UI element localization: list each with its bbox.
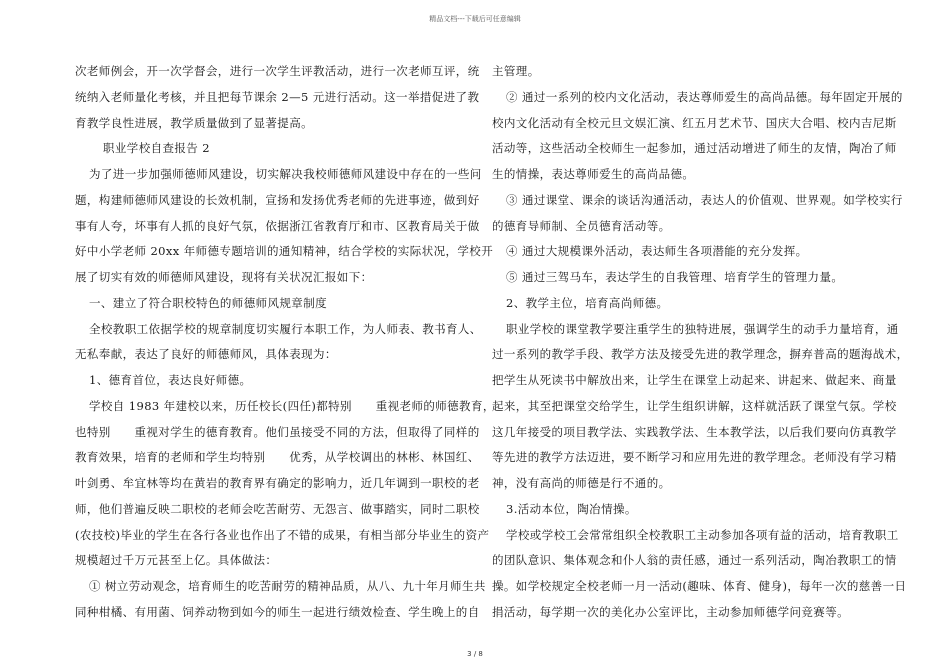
text-line: 起来，其至把课堂交给学生，让学生组织讲解，这样就活跃了课堂气氛。学校 xyxy=(492,399,897,413)
text-line: 好中小学老师 20xx 年师德专题培训的通知精神，结合学校的实际状况，学校开 xyxy=(75,244,494,258)
text-line: 统纳入老师量化考核，并且把每节课余 2—5 元进行活动。这一举措促进了教 xyxy=(75,90,480,104)
text-line: 事有人夸，坏事有人抓的良好气氛，依据浙江省教育厅和市、区教育局关于做 xyxy=(75,219,480,233)
text-line: 展了切实有效的师德师风建设，现将有关状况汇报如下： xyxy=(75,270,373,284)
text-line: 同种柑橘、有用菌、饲养动物到如今的师生一起进行绩效检查、学生晚上的自 xyxy=(75,605,480,619)
text-line: 为了进一步加强师德师风建设，切实解决我校师德师风建设中存在的一些问 xyxy=(89,167,482,181)
text-line: 的德育导师制、全员德育活动等。 xyxy=(492,219,671,233)
text-line: 规模超过千万元甚至上亿。具体做法： xyxy=(75,553,278,567)
text-line: 捐活动，每学期一次的美化办公室评比，主动参加师德学问竞赛等。 xyxy=(492,605,849,619)
text-line: ② 通过一系列的校内文化活动，表达尊师爱生的高尚品德。每年固定开展的 xyxy=(506,90,903,104)
text-line: 教育效果，培育的老师和学生均特别 优秀，从学校调出的林彬、林国红、 xyxy=(75,450,480,464)
text-line: 职业学校的课堂教学要注重学生的独特进展，强调学生的动手力量培育，通 xyxy=(506,322,899,336)
text-line: 这几年接受的项目教学法、实践教学法、生本教学法，以后我们要向仿真教学 xyxy=(492,425,897,439)
text-line: 生的情操，表达尊师爱生的高尚品德。 xyxy=(492,167,695,181)
text-line: 全校教职工依据学校的规章制度切实履行本职工作，为人师表、教书育人、 xyxy=(89,322,482,336)
text-line: 操。如学校规定全校老师一月一活动(趣味、体育、健身)，每年一次的慈善一日 xyxy=(492,579,907,593)
page-header: 精品文档---下载后可任意编辑 xyxy=(429,15,521,23)
text-line: 把学生从死读书中解放出来，让学生在课堂上动起来、讲起来、做起来、商量 xyxy=(492,373,897,387)
text-line: 学校自 1983 年建校以来，历任校长(四任)都特别 重视老师的师德教育， xyxy=(89,399,495,413)
page-number: 3 / 8 xyxy=(467,650,483,658)
text-line: 叶剑勇、牟宜林等均在黄岩的教育界有确定的影响力，近几年调到一职校的老 xyxy=(75,476,480,490)
text-line: (农技校)毕业的学生在各行各业也作出了不错的成果，有相当部分毕业生的资产 xyxy=(75,528,490,542)
text-line: 学校或学校工会常常组织全校教职工主动参加各项有益的活动，培育教职工 xyxy=(506,528,899,542)
text-line: 育教学良性进展，教学质量做到了显著提高。 xyxy=(75,116,313,130)
text-line: 神，没有高尚的师德是行不通的。 xyxy=(492,476,671,490)
text-line: 校内文化活动有全校元旦文娱汇演、红五月艺术节、国庆大合唱、校内吉尼斯 xyxy=(492,116,897,130)
text-line: ⑤ 通过三驾马车，表达学生的自我管理、培育学生的管理力量。 xyxy=(506,270,844,284)
text-line: 题，构建师德师风建设的长效机制，宣扬和发扬优秀老师的先进事迹，做到好 xyxy=(75,193,480,207)
text-line: 等先进的教学方法迈进，要不断学习和应用先进的教学理念。老师没有学习精 xyxy=(492,450,897,464)
subheading: 2、教学主位，培育高尚师德。 xyxy=(506,296,669,310)
text-line: ③ 通过课堂、课余的谈话沟通活动，表达人的价值观、世界观。如学校实行 xyxy=(506,193,903,207)
text-line: ④ 通过大规模课外活动，表达师生各项潜能的充分发挥。 xyxy=(506,244,808,258)
subheading: 3.活动本位，陶冶情操。 xyxy=(506,502,637,516)
text-line: 活动等，这些活动全校师生一起参加，通过活动增进了师生的友情，陶冶了师 xyxy=(492,141,897,155)
text-line: ① 树立劳动观念，培育师生的吃苦耐劳的精神品质，从八、九十年月师生共 xyxy=(89,579,486,593)
heading-1: 一、建立了符合职校特色的师德师风规章制度 xyxy=(89,296,327,310)
text-line: 次老师例会，开一次学督会，进行一次学生评教活动，进行一次老师互评，统 xyxy=(75,64,480,78)
text-line: 也特别 重视对学生的德育教育。他们虽接受不同的方法，但取得了同样的 xyxy=(75,425,480,439)
text-line: 无私奉献，表达了良好的师德师风，具体表现为： xyxy=(75,347,337,361)
text-line: 师，他们普遍反映二职校的老师会吃苦耐劳、无怨言、做事踏实，同时二职校 xyxy=(75,502,480,516)
section-title: 职业学校自查报告 2 xyxy=(103,141,210,155)
text-line: 的团队意识、集体观念和仆人翁的责任感，通过一系列活动，陶冶教职工的情 xyxy=(492,553,897,567)
text-line: 过一系列的教学手段、教学方法及接受先进的教学理念，摒弃普高的题海战术， xyxy=(492,347,909,361)
text-line: 主管理。 xyxy=(492,64,540,78)
subheading: 1、德育首位，表达良好师德。 xyxy=(89,373,252,387)
